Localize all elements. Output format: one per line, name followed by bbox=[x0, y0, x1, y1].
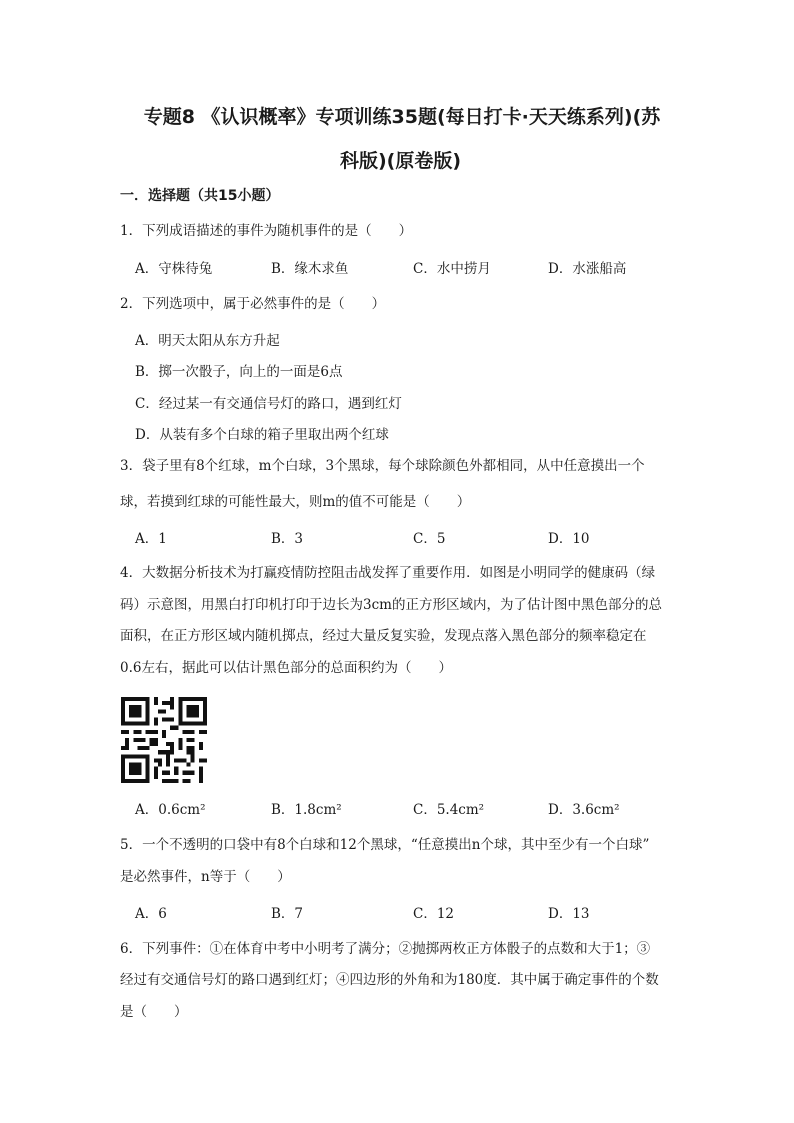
question-6-line-2: 经过有交通信号灯的路口遇到红灯；④四边形的外角和为180度．其中属于确定事件的个数 bbox=[120, 972, 659, 988]
q5-option-d: D．13 bbox=[548, 906, 590, 922]
q3-option-c: C．5 bbox=[413, 531, 446, 547]
q5-option-a: A．6 bbox=[135, 906, 167, 922]
q4-option-d: D．3.6cm² bbox=[548, 802, 620, 818]
q3-option-d: D．10 bbox=[548, 531, 590, 547]
question-4-line-1: 4．大数据分析技术为打赢疫情防控阻击战发挥了重要作用．如图是小明同学的健康码（绿 bbox=[120, 565, 656, 581]
q4-option-a: A．0.6cm² bbox=[135, 802, 206, 818]
q1-option-c: C．水中捞月 bbox=[413, 261, 491, 277]
question-4-line-3: 面积，在正方形区域内随机掷点，经过大量反复实验，发现点落入黑色部分的频率稳定在 bbox=[120, 628, 647, 644]
question-1-stem: 1．下列成语描述的事件为随机事件的是（ ） bbox=[120, 223, 413, 239]
q1-option-b: B．缘木求鱼 bbox=[271, 261, 349, 277]
title-line-2: 科版)(原卷版) bbox=[340, 150, 462, 172]
q4-option-c: C．5.4cm² bbox=[413, 802, 485, 818]
q5-option-b: B．7 bbox=[271, 906, 304, 922]
q1-option-a: A．守株待兔 bbox=[135, 261, 213, 277]
q2-option-c: C．经过某一有交通信号灯的路口，遇到红灯 bbox=[135, 396, 402, 412]
question-5-line-1: 5．一个不透明的口袋中有8个白球和12个黑球，“任意摸出n个球，其中至少有一个白球” bbox=[120, 837, 650, 853]
q4-option-b: B．1.8cm² bbox=[271, 802, 342, 818]
qr-code-icon bbox=[121, 697, 207, 783]
question-6-line-1: 6．下列事件：①在体育中考中小明考了满分；②抛掷两枚正方体骰子的点数和大于1；③ bbox=[120, 941, 651, 957]
q5-option-c: C．12 bbox=[413, 906, 455, 922]
question-2-stem: 2．下列选项中，属于必然事件的是（ ） bbox=[120, 296, 386, 312]
question-4-line-2: 码）示意图，用黑白打印机打印于边长为3cm的正方形区域内，为了估计图中黑色部分的总 bbox=[120, 597, 662, 613]
q2-option-a: A．明天太阳从东方升起 bbox=[135, 333, 280, 349]
q3-option-b: B．3 bbox=[271, 531, 304, 547]
q2-option-b: B．掷一次骰子，向上的一面是6点 bbox=[135, 364, 343, 380]
question-6-line-3: 是（ ） bbox=[120, 1004, 188, 1020]
question-3-line-2: 球，若摸到红球的可能性最大，则m的值不可能是（ ） bbox=[120, 494, 471, 510]
question-3-line-1: 3．袋子里有8个红球，m个白球，3个黑球，每个球除颜色外都相同，从中任意摸出一个 bbox=[120, 458, 645, 474]
title-line-1: 专题8 《认识概率》专项训练35题(每日打卡·天天练系列)(苏 bbox=[143, 106, 661, 128]
section-heading: 一．选择题（共15小题） bbox=[120, 188, 280, 204]
q2-option-d: D．从装有多个白球的箱子里取出两个红球 bbox=[135, 427, 389, 443]
question-4-line-4: 0.6左右，据此可以估计黑色部分的总面积约为（ ） bbox=[120, 660, 452, 676]
q3-option-a: A．1 bbox=[135, 531, 167, 547]
question-5-line-2: 是必然事件，n等于（ ） bbox=[120, 869, 291, 885]
q1-option-d: D．水涨船高 bbox=[548, 261, 627, 277]
